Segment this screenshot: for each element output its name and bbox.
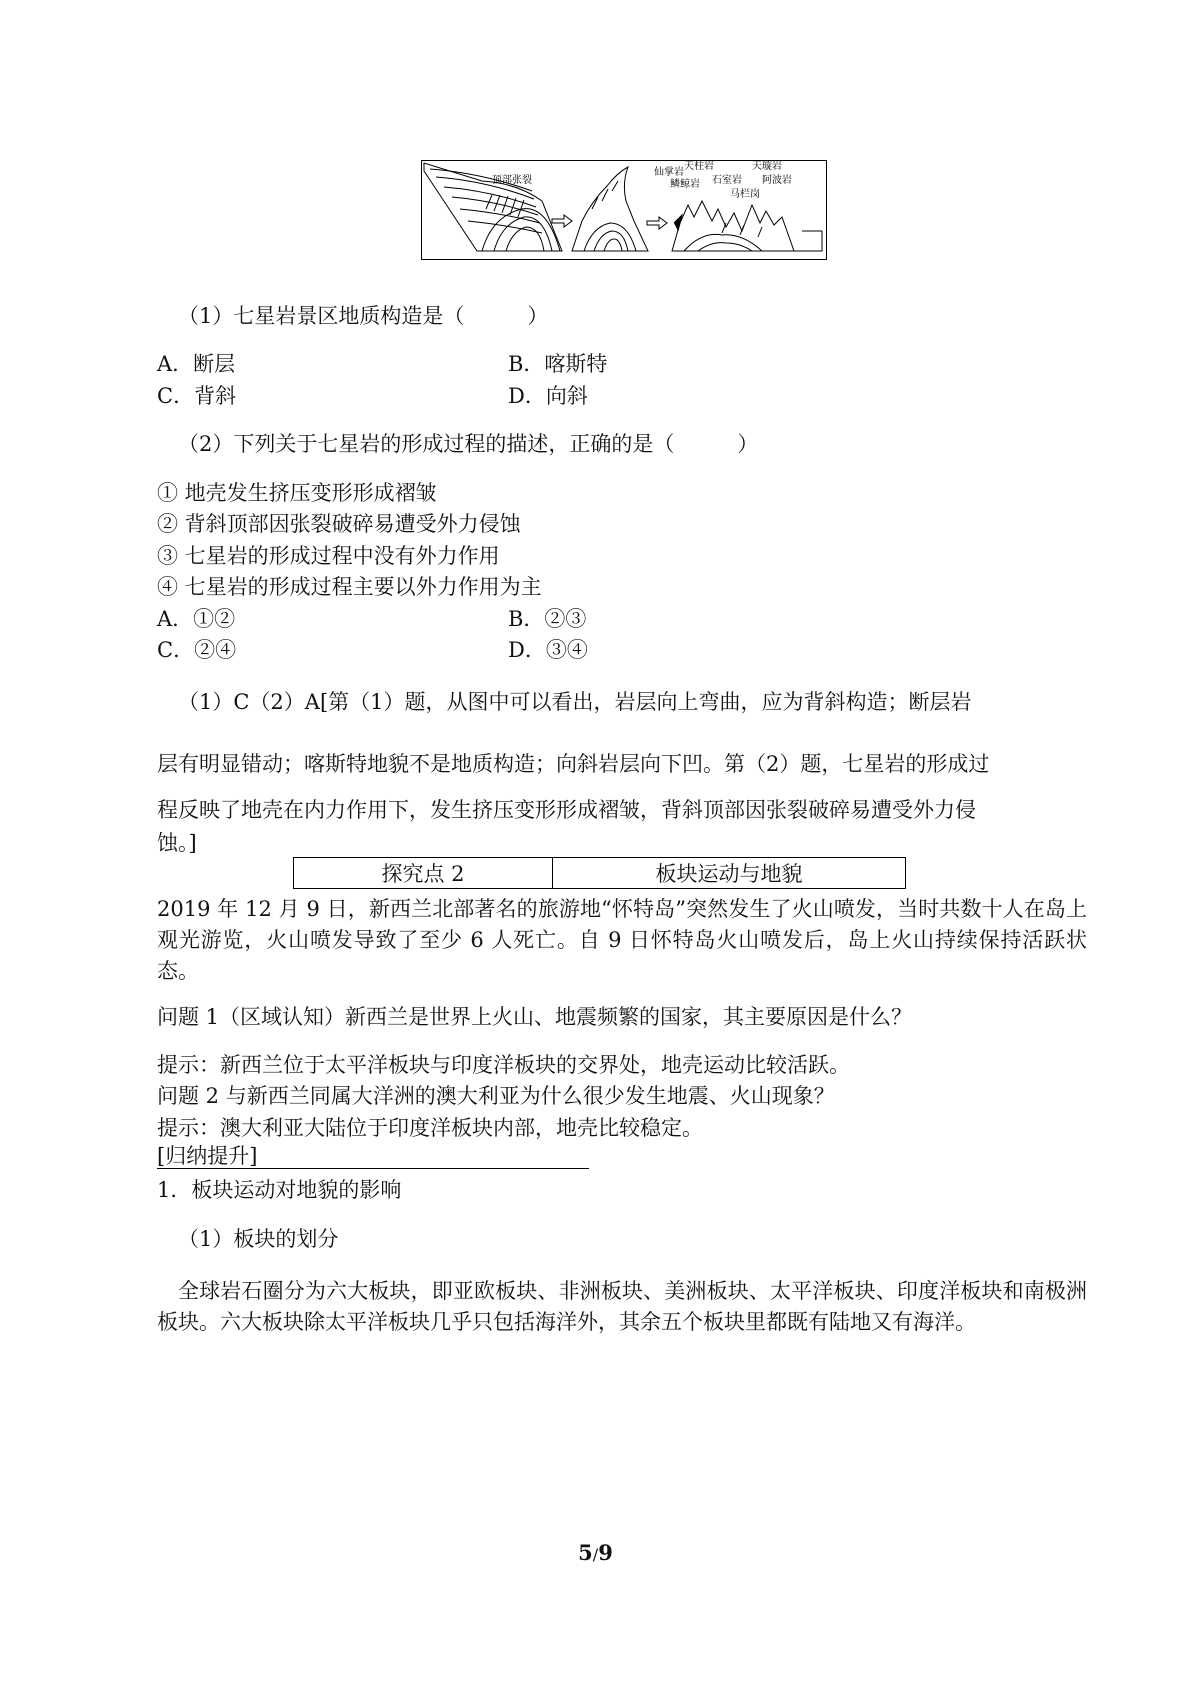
q2-option-b: B．②③ — [508, 607, 587, 631]
q1-option-c: C．背斜 — [157, 384, 237, 408]
intro-paragraph — [157, 894, 1087, 987]
q1-option-a: A．断层 — [157, 352, 236, 376]
summary-label: [归纳提升] — [157, 1144, 258, 1168]
stage-2-erosion — [572, 167, 648, 251]
intro-text: 2019 年 12 月 9 日，新西兰北部著名的旅游地“怀特岛”突然发生了火山喷发，当时共数十人在岛上观光游览，火山喷发导致了至少 6 人死亡。自 9 日怀特岛火山喷发后，岛上火山持续保持活跃状态。 — [157, 897, 1087, 983]
point-1-heading: 1．板块运动对地貌的影响 — [157, 1178, 402, 1202]
arrow-2-icon — [647, 217, 667, 229]
hint-1: 提示：新西兰位于太平洋板块与印度洋板块的交界处，地壳运动比较活跃。 — [157, 1053, 850, 1077]
answer-line-4: 蚀。] — [157, 831, 197, 855]
page-number — [0, 1540, 1191, 1565]
page-current: 5 — [578, 1540, 593, 1565]
label-tianxuan: 天璇岩 — [752, 161, 782, 172]
answer-line-2: 层有明显错动；喀斯特地貌不是地质构造；向斜岩层向下凹。第（2）题，七星岩的形成过 — [157, 752, 990, 776]
label-top-crack: 顶部张裂 — [492, 175, 532, 186]
stage-3-peaks — [672, 201, 822, 251]
answer-line-3: 程反映了地壳在内力作用下，发生挤压变形形成褶皱，背斜顶部因张裂破碎易遭受外力侵 — [157, 798, 976, 822]
label-xianzhang: 仙掌岩 — [654, 167, 684, 178]
question-1-region: 问题 1（区域认知）新西兰是世界上火山、地震频繁的国家，其主要原因是什么？ — [157, 1005, 913, 1029]
q2-option-a: A．①② — [157, 607, 236, 631]
plates-paragraph: 全球岩石圈分为六大板块，即亚欧板块、非洲板块、美洲板块、太平洋板块、印度洋板块和南极洲板块。六大板块除太平洋板块几乎只包括海洋外，其余五个板块里都既有陆地又有海洋。 — [157, 1279, 1087, 1334]
q2-statement-2: ② 背斜顶部因张裂破碎易遭受外力侵蚀 — [157, 512, 521, 536]
hint-2: 提示：澳大利亚大陆位于印度洋板块内部，地壳比较稳定。 — [157, 1116, 703, 1140]
page-total: 9 — [598, 1540, 613, 1565]
q1-option-b: B．喀斯特 — [508, 352, 608, 376]
question-2-australia: 问题 2 与新西兰同属大洋洲的澳大利亚为什么很少发生地震、火山现象？ — [157, 1084, 835, 1108]
section-title: 板块运动与地貌 — [553, 858, 906, 889]
question-2-stem: （2）下列关于七星岩的形成过程的描述，正确的是（ ） — [178, 432, 759, 456]
anticline-evolution-illustration — [422, 161, 825, 258]
q2-option-c: C．②④ — [157, 638, 237, 662]
q2-statement-4: ④ 七星岩的形成过程主要以外力作用为主 — [157, 575, 542, 599]
label-shishi: 石室岩 — [712, 175, 742, 186]
label-tianzhu: 天柱岩 — [684, 161, 714, 172]
summary-underline — [157, 1168, 589, 1169]
question-1-stem: （1）七星岩景区地质构造是（ ） — [178, 304, 549, 328]
geology-diagram — [421, 160, 827, 260]
q1-option-d: D．向斜 — [508, 384, 588, 408]
q2-statement-1: ① 地壳发生挤压变形形成褶皱 — [157, 481, 437, 505]
label-bolin: 鳞鲸岩 — [670, 179, 700, 190]
q2-statement-3: ③ 七星岩的形成过程中没有外力作用 — [157, 544, 500, 568]
sub-heading-plate-division: （1）板块的划分 — [178, 1227, 339, 1251]
section-label: 探究点 2 — [294, 858, 553, 889]
answer-line-1: （1）C（2）A[第（1）题，从图中可以看出，岩层向上弯曲，应为背斜构造；断层岩 — [178, 690, 972, 714]
label-malan: 马栏岗 — [730, 189, 760, 200]
arrow-1-icon — [552, 215, 572, 227]
section-header-table — [293, 857, 906, 889]
q2-option-d: D．③④ — [508, 638, 588, 662]
page-separator: / — [592, 1545, 599, 1564]
label-abo: 阿波岩 — [762, 175, 792, 186]
